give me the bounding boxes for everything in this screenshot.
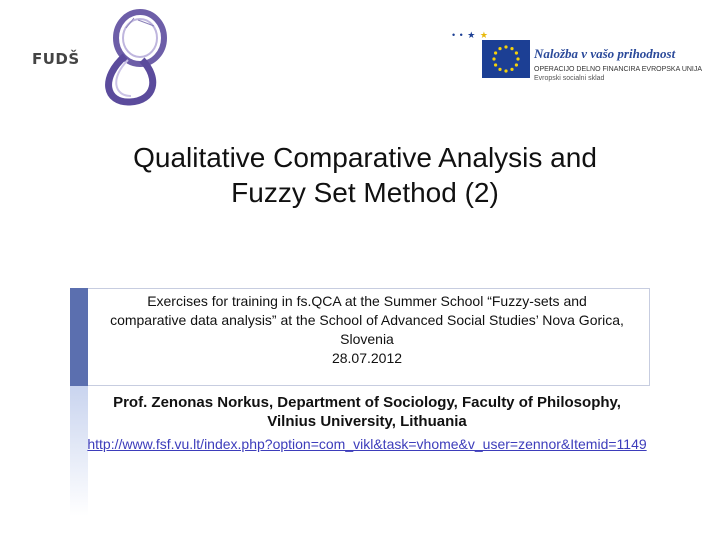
eu-flag-icon — [482, 40, 530, 78]
fuds-logo-text: FUDŠ — [32, 50, 80, 68]
subtitle-line-1: Exercises for training in fs.QCA at the Summer School “Fuzzy-sets and — [147, 293, 587, 309]
subtitle-line-2: comparative data analysis” at the School of Advanced Social Studies’ Nova Gorica, — [110, 312, 624, 328]
author-line-1: Prof. Zenonas Norkus, Department of Sociology, Faculty of Philosophy, — [113, 394, 621, 411]
eu-logo — [452, 30, 718, 102]
eu-stars-icon: • • ★ ★ — [452, 30, 489, 40]
author-info — [40, 393, 694, 431]
eu-slogan: Naložba v vašo prihodnost — [534, 46, 676, 61]
eu-fund-name: Evropski socialni sklad — [534, 75, 605, 82]
eu-subtitle: OPERACIJO DELNO FINANCIRA EVROPSKA UNIJA — [534, 66, 703, 73]
box-border-top — [88, 288, 650, 289]
slide-title — [40, 140, 690, 210]
author-line-2: Vilnius University, Lithuania — [267, 413, 467, 430]
title-line-2: Fuzzy Set Method (2) — [231, 177, 499, 208]
slide-subtitle — [40, 292, 694, 368]
title-line-1: Qualitative Comparative Analysis and — [133, 142, 597, 173]
box-border-bottom — [88, 385, 650, 386]
subtitle-line-3: Slovenia — [340, 331, 394, 347]
subtitle-date: 28.07.2012 — [331, 350, 403, 366]
author-profile-link[interactable]: http://www.fsf.vu.lt/index.php?option=com_vikl&task=vhome&v_user=zennor&Itemid=1149 — [87, 436, 647, 452]
